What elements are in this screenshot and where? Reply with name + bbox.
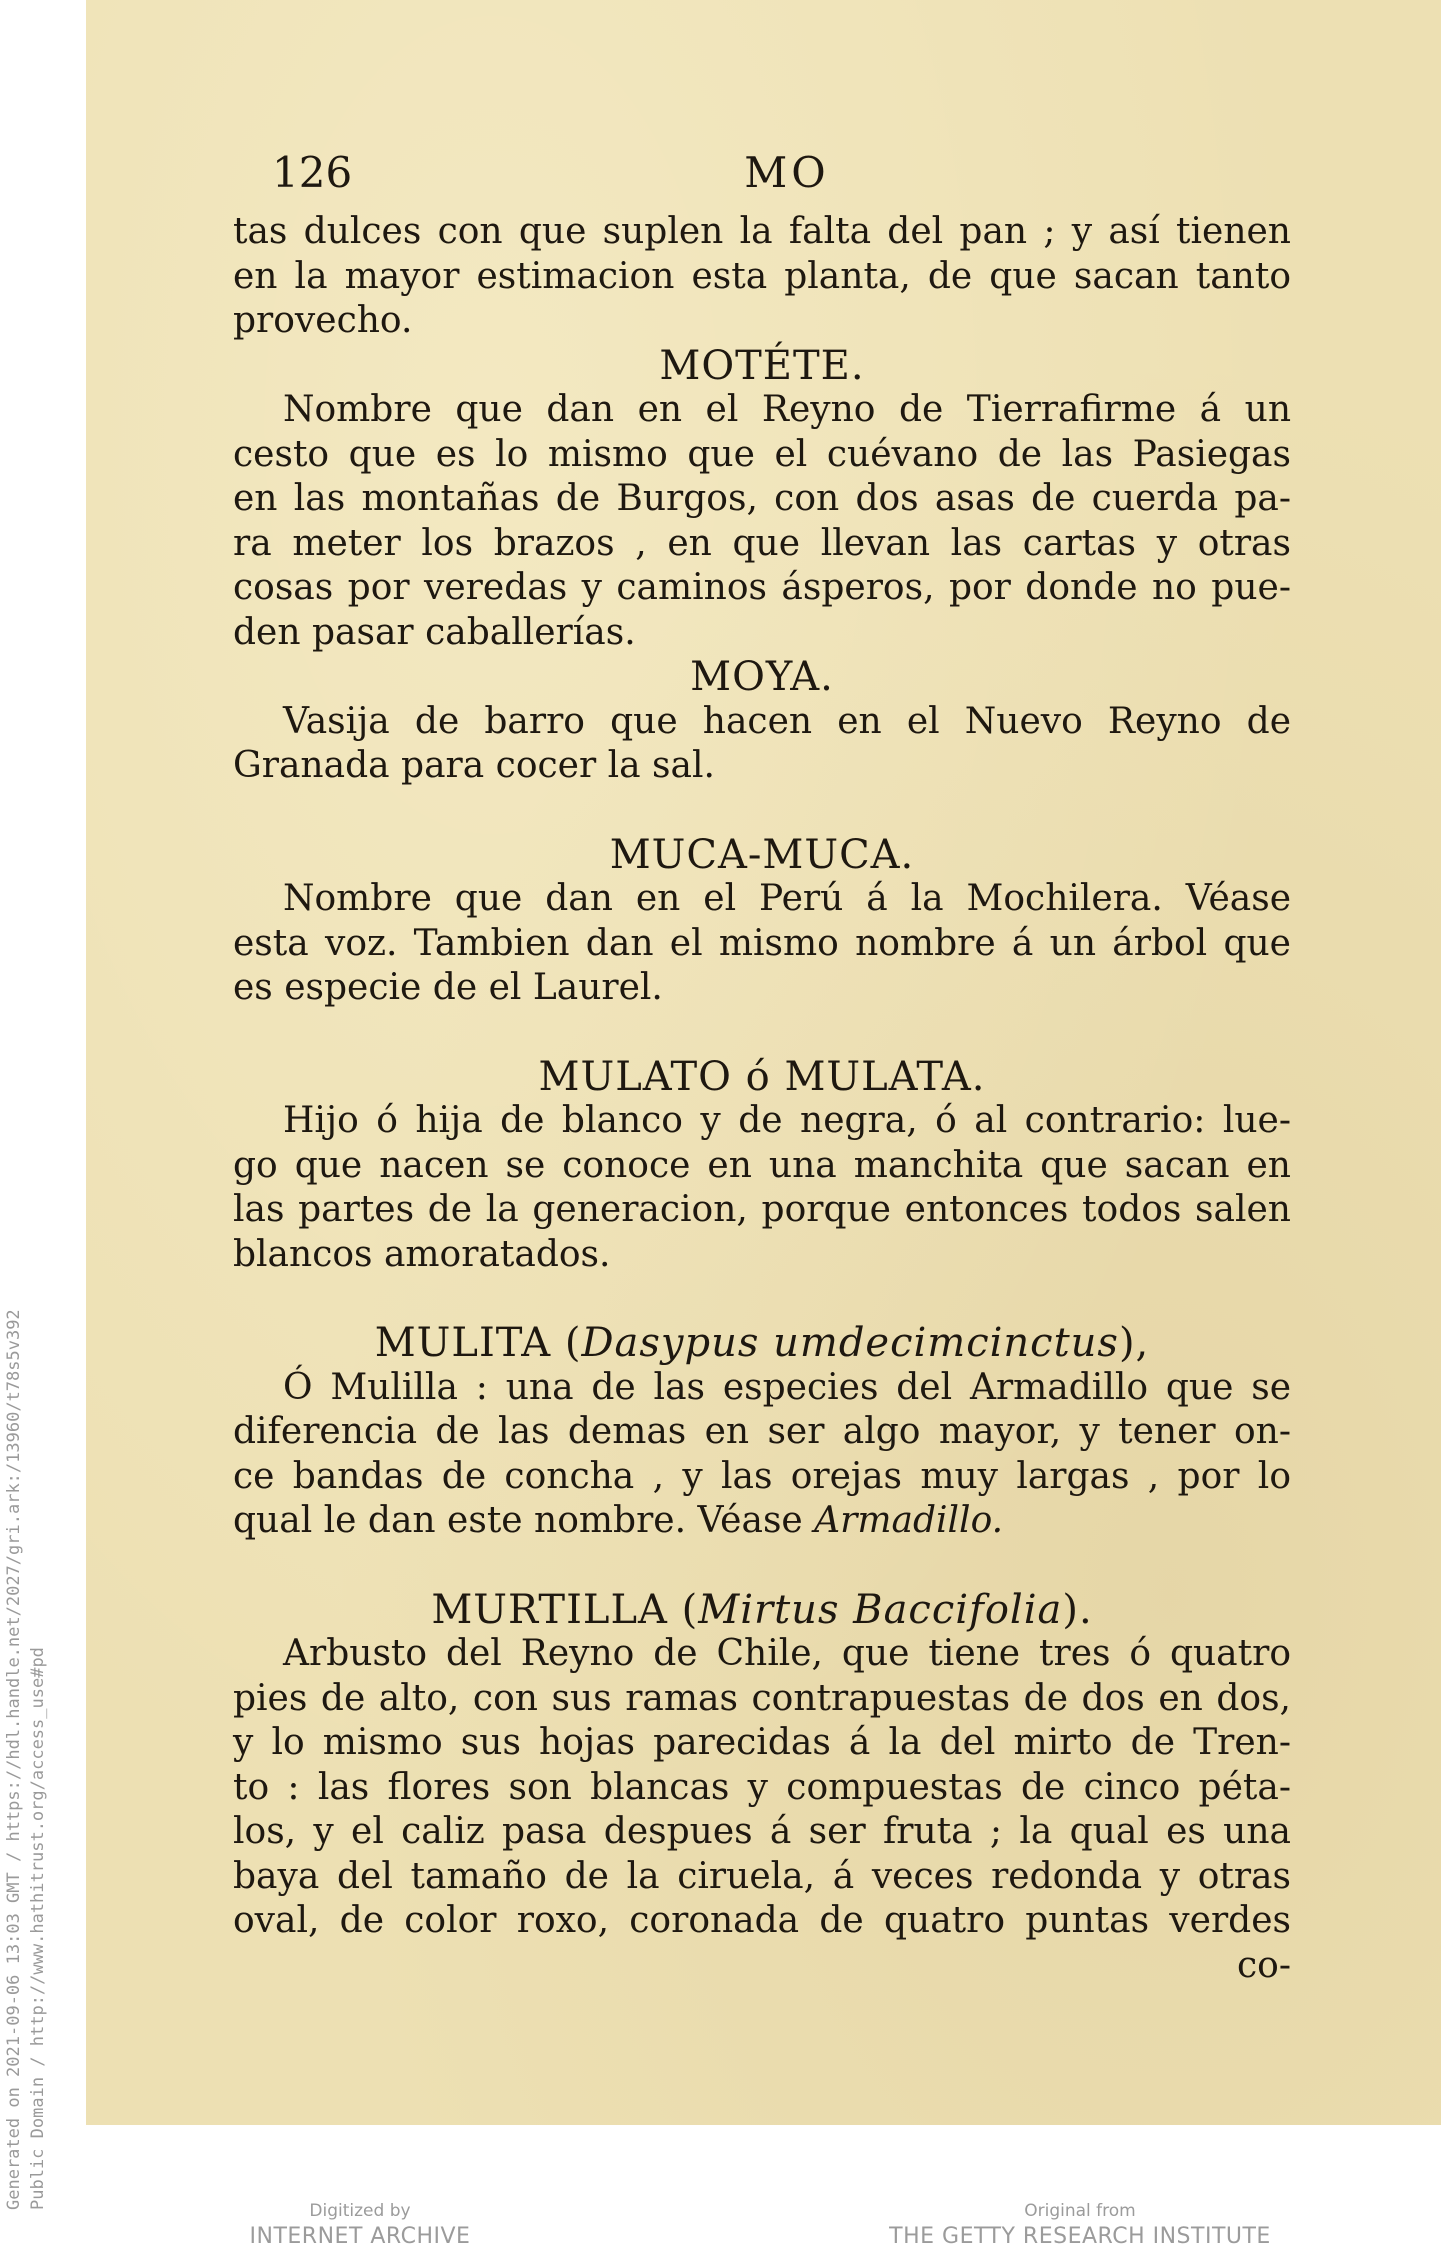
heading-close: ). <box>1062 1586 1093 1633</box>
text-line <box>233 1499 1291 1544</box>
text-line: las partes de la generacion, porque entonces todos salen <box>233 1189 1291 1230</box>
text-line: tas dulces con que suplen la falta del pan ; y así tienen <box>233 211 1291 252</box>
text-line: y lo mismo sus hojas parecidas á la del mirto de Tren- <box>233 1722 1291 1763</box>
heading-open: ( <box>551 1320 582 1366</box>
entry-continuation <box>233 210 1291 344</box>
page-body <box>233 210 1291 1988</box>
text-line: en la mayor estimacion esta planta, de que sacan tanto <box>233 255 1291 297</box>
original-from-name: THE GETTY RESEARCH INSTITUTE <box>889 2224 1271 2249</box>
text-line: cosas por veredas y caminos ásperos, por donde no pue- <box>233 567 1291 608</box>
access-stamp <box>2 1309 50 2210</box>
text-line: es especie de el Laurel. <box>233 967 663 1008</box>
entry-heading <box>233 1321 1291 1366</box>
text-line: Nombre que dan en el Reyno de Tierrafirme á un <box>283 389 1291 430</box>
original-from-credit <box>870 2200 1290 2252</box>
text-line: Nombre que dan en el Perú á la Mochilera. Véase <box>283 878 1291 919</box>
text-line: esta voz. Tambien dan el mismo nombre á un árbol que <box>233 922 1291 964</box>
entry-moya <box>233 655 1291 789</box>
digitized-by-label: Digitized by <box>309 2201 411 2221</box>
entry-mulita <box>233 1321 1291 1544</box>
text-line: Ó Mulilla : una de las especies del Armadillo que se <box>283 1366 1291 1408</box>
access-stamp-line: Generated on 2021-09-06 13:03 GMT / https://hdl.handle.net/2027/gri.ark:/13960/t78s5v392 <box>4 1309 24 2210</box>
access-stamp-line: Public Domain / http://www.hathitrust.org/access_use#pd <box>28 1647 48 2210</box>
text-line: Vasija de barro que hacen en el Nuevo Reyno de <box>283 700 1291 742</box>
entry-muca-muca <box>233 833 1291 1011</box>
text-line: los, y el caliz pasa despues á ser fruta ; la qual es una <box>233 1811 1291 1852</box>
text-line: to : las flores son blancas y compuestas de cinco péta- <box>233 1766 1291 1808</box>
cross-reference: Armadillo. <box>814 1500 1004 1541</box>
text-line: provecho. <box>233 300 413 341</box>
heading-open: ( <box>667 1586 699 1633</box>
text-line: Hijo ó hija de blanco y de negra, ó al contrario: lue- <box>283 1100 1291 1141</box>
catchword: co- <box>1237 1944 1291 1986</box>
entry-motete <box>233 344 1291 656</box>
text-line-prefix: qual le dan este nombre. Véase <box>233 1500 815 1541</box>
running-head <box>272 148 1302 200</box>
text-line: ce bandas de concha , y las orejas muy largas , por lo <box>233 1455 1291 1497</box>
text-line: Granada para cocer la sal. <box>233 745 715 786</box>
heading-latin-name: Dasypus umdecimcinctus <box>581 1320 1119 1366</box>
text-line: blancos amoratados. <box>233 1233 611 1275</box>
heading-latin-name: Mirtus Baccifolia <box>698 1586 1063 1633</box>
digitized-by-credit <box>220 2200 500 2252</box>
text-line: cesto que es lo mismo que el cuévano de las Pasiegas <box>233 433 1291 475</box>
digitized-by-name: INTERNET ARCHIVE <box>249 2224 471 2249</box>
entry-murtilla <box>233 1588 1291 1944</box>
text-line: baya del tamaño de la ciruela, á veces redonda y otras <box>233 1855 1291 1897</box>
heading-close: ), <box>1118 1320 1150 1366</box>
entry-mulato <box>233 1055 1291 1278</box>
original-from-label: Original from <box>1024 2201 1136 2221</box>
text-line: ra meter los brazos , en que llevan las cartas y otras <box>233 522 1291 564</box>
text-line: oval, de color roxo, coronada de quatro puntas verdes <box>233 1900 1291 1941</box>
entry-heading <box>233 1588 1291 1633</box>
entry-heading: MOYA. <box>690 654 834 700</box>
text-line: den pasar caballerías. <box>233 611 636 653</box>
entry-heading: MULATO ó MULATA. <box>538 1053 986 1100</box>
text-line: pies de alto, con sus ramas contrapuestas de dos en dos, <box>233 1677 1291 1719</box>
running-head-word: MO <box>744 148 830 197</box>
text-line: en las montañas de Burgos, con dos asas de cuerda pa- <box>233 478 1291 519</box>
page-number: 126 <box>272 148 353 197</box>
heading-word: MURTILLA <box>431 1586 668 1633</box>
heading-word: MULITA <box>374 1320 552 1366</box>
text-line: Arbusto del Reyno de Chile, que tiene tres ó quatro <box>283 1633 1291 1674</box>
text-line: diferencia de las demas en ser algo mayor, y tener on- <box>233 1411 1291 1452</box>
entry-heading: MUCA-MUCA. <box>609 831 915 878</box>
text-line: go que nacen se conoce en una manchita que sacan en <box>233 1144 1291 1186</box>
entry-heading: MOTÉTE. <box>659 342 865 389</box>
